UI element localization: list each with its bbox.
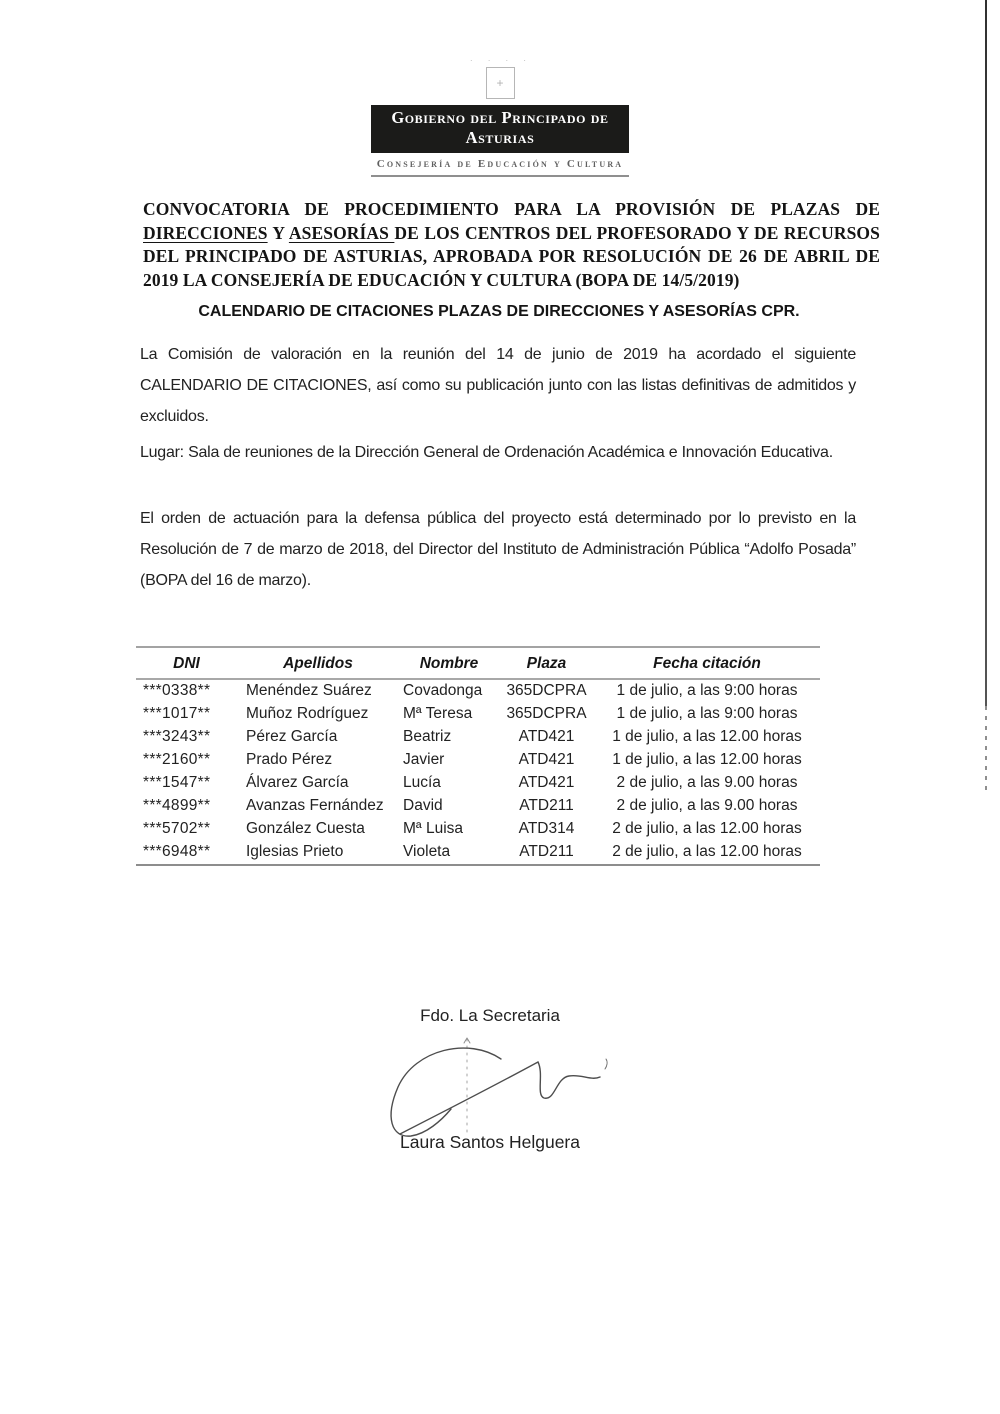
table-cell: Lucía — [403, 774, 441, 791]
table-row — [136, 726, 820, 749]
table-row — [136, 795, 820, 818]
signature-role-label: Fdo. La Secretaria — [420, 1006, 560, 1025]
table-cell: ***6948** — [143, 843, 211, 860]
table-cell: 2 de julio, a las 12.00 horas — [612, 820, 802, 837]
table-column-header: Apellidos — [237, 647, 399, 679]
table-header-row — [136, 647, 820, 679]
table-cell: ATD421 — [518, 728, 575, 745]
table-cell: Javier — [403, 751, 445, 768]
title-segment: CONVOCATORIA DE PROCEDIMIENTO PARA LA PROVISIÓN DE PLAZAS DE — [143, 199, 880, 219]
table-cell: 2 de julio, a las 12.00 horas — [612, 843, 802, 860]
citations-table — [136, 646, 820, 866]
scan-artifact-line — [985, 0, 987, 706]
table-cell: Violeta — [403, 843, 451, 860]
table-cell: Prado Pérez — [246, 751, 333, 768]
paragraph-orden-actuacion: El orden de actuación para la defensa pública del proyecto está determinado por lo previsto en la Resolución de 7 de marzo de 2018, del Director del Instituto de Administración Pública “Adolfo Posada” (BOPA del 16 de marzo). — [140, 510, 856, 589]
table-cell: Avanzas Fernández — [246, 797, 384, 814]
table-cell: ***1547** — [143, 774, 211, 791]
signatory-name: Laura Santos Helguera — [400, 1132, 580, 1152]
table-column-header: DNI — [136, 647, 237, 679]
government-banner — [371, 105, 629, 153]
table-cell: ***3243** — [143, 728, 211, 745]
title-segment: Y — [267, 222, 289, 243]
title-segment: DE LOS CENTROS DEL PROFESORADO Y DE RECURSOS DEL PRINCIPADO DE ASTURIAS, APROBADA POR RESOLUCIÓN DE 26 DE ABRIL DE 2019 LA CONSEJERÍA DE EDUCACIÓN Y CULTURA (BOPA DE 14/5/2019) — [143, 222, 880, 290]
table-cell: ***0338** — [143, 682, 211, 699]
table-cell: Beatriz — [403, 728, 452, 745]
table-cell: Iglesias Prieto — [246, 843, 344, 860]
table-cell: Covadonga — [403, 682, 483, 699]
table-cell: ATD211 — [519, 797, 574, 814]
table-column-header: Fecha citación — [594, 647, 820, 679]
table-cell: David — [403, 797, 443, 814]
table-cell: 365DCPRA — [506, 705, 587, 722]
table-cell: González Cuesta — [246, 820, 365, 837]
table-cell: ***4899** — [143, 797, 211, 814]
calendar-subtitle: CALENDARIO DE CITACIONES PLAZAS DE DIRECCIONES Y ASESORÍAS CPR. — [198, 303, 800, 320]
table-row — [136, 749, 820, 772]
table-cell: 2 de julio, a las 9.00 horas — [616, 774, 798, 791]
table-cell: ATD421 — [518, 774, 575, 791]
title-underlined-direcciones: DIRECCIONES — [143, 222, 268, 243]
table-row — [136, 818, 820, 841]
table-cell: 1 de julio, a las 12.00 horas — [612, 728, 802, 745]
table-cell: ***5702** — [143, 820, 211, 837]
government-banner-text: Gobierno del Principado de Asturias — [391, 108, 609, 147]
cross-icon: + — [496, 76, 504, 90]
table-cell: 1 de julio, a las 12.00 horas — [612, 751, 802, 768]
table-cell: Álvarez García — [246, 774, 349, 791]
table-cell: ***1017** — [143, 705, 211, 722]
handwritten-signature — [385, 1035, 615, 1140]
title-underlined-asesorias: ASESORÍAS — [288, 222, 395, 243]
table-cell: 2 de julio, a las 9.00 horas — [616, 797, 798, 814]
table-column-header: Plaza — [499, 647, 594, 679]
table-cell: ***2160** — [143, 751, 211, 768]
table-row — [136, 841, 820, 865]
paragraph-lugar: Lugar: Sala de reuniones de la Dirección General de Ordenación Académica e Innovación Educativa. — [140, 444, 833, 461]
citations-table-body — [136, 679, 820, 865]
table-cell: Mª Luisa — [403, 820, 464, 837]
citations-table-head — [136, 647, 820, 679]
scan-artifact-line-fade — [985, 706, 987, 796]
table-cell: ATD211 — [519, 843, 574, 860]
table-cell: 1 de julio, a las 9:00 horas — [616, 705, 798, 722]
department-name: Consejería de Educación y Cultura — [376, 158, 624, 170]
table-cell: Mª Teresa — [403, 705, 473, 722]
masthead — [0, 56, 1000, 177]
asturias-emblem-icon — [486, 67, 515, 99]
table-row — [136, 679, 820, 703]
masthead-rule — [371, 175, 629, 177]
table-cell: 1 de julio, a las 9:00 horas — [616, 682, 798, 699]
table-column-header: Nombre — [399, 647, 499, 679]
table-cell: Menéndez Suárez — [246, 682, 372, 699]
table-cell: 365DCPRA — [506, 682, 587, 699]
table-cell: Muñoz Rodríguez — [246, 705, 369, 722]
table-row — [136, 703, 820, 726]
table-cell: ATD421 — [518, 751, 575, 768]
emblem-dots: . . . . — [470, 56, 530, 63]
table-cell: Pérez García — [246, 728, 338, 745]
document-title — [143, 198, 880, 292]
paragraph-commission-agreement: La Comisión de valoración en la reunión del 14 de junio de 2019 ha acordado el siguiente CALENDARIO DE CITACIONES, así como su publicación junto con las listas definitivas de admitidos y excluidos. — [140, 346, 856, 425]
table-cell: ATD314 — [518, 820, 575, 837]
table-row — [136, 772, 820, 795]
